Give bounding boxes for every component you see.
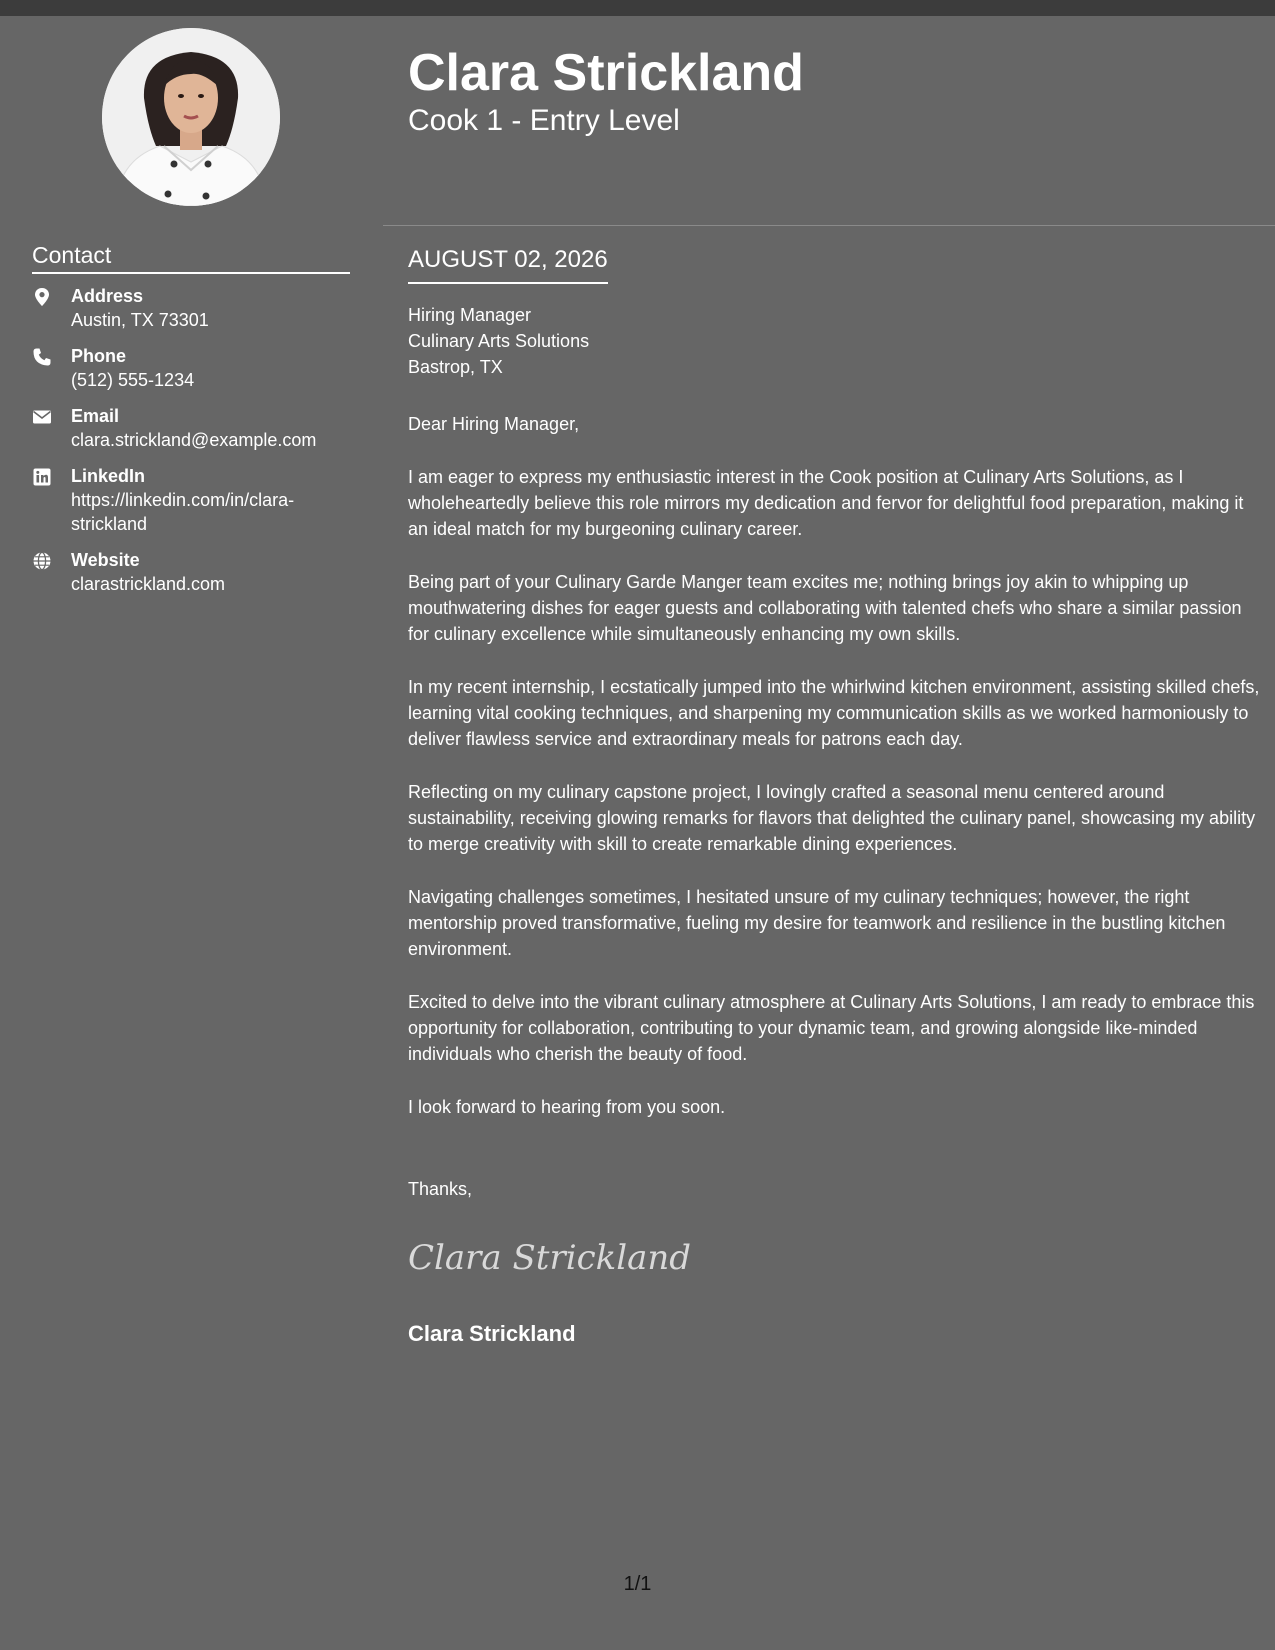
recipient-block [408,302,589,380]
phone-value: (512) 555-1234 [71,370,195,390]
profile-photo [102,28,280,206]
body-paragraph: In my recent internship, I ecstatically jumped into the whirlwind kitchen environment, assisting skilled chefs, learning vital cooking techniques, and sharpening my communication skills as we worked harmoniously to deliver flawless service and extraordinary meals for patrons each day. [408,677,1260,749]
contact-website [32,548,352,596]
body-paragraph: Navigating challenges sometimes, I hesitated unsure of my culinary techniques; however, the right mentorship proved transformative, fueling my desire for teamwork and resilience in the bustling kitchen environment. [408,887,1226,959]
contact-address [32,284,352,332]
page-number: 1/1 [623,1573,652,1595]
letter-body [408,411,1260,1147]
email-value[interactable]: clara.strickland@example.com [71,430,317,450]
website-value[interactable]: clarastrickland.com [71,574,226,594]
closing: Thanks, [408,1179,473,1199]
recipient-name: Hiring Manager [408,305,532,325]
envelope-icon [32,407,52,427]
recipient-location: Bastrop, TX [408,357,503,377]
map-pin-icon [32,287,52,307]
email-label: Email [71,406,120,426]
job-title: Cook 1 - Entry Level [408,104,680,137]
header-divider [383,225,1275,226]
contact-heading: Contact [32,240,350,274]
address-value: Austin, TX 73301 [71,310,209,330]
contact-phone [32,344,352,392]
signer-name: Clara Strickland [408,1321,576,1346]
phone-icon [32,347,52,367]
applicant-name: Clara Strickland [408,44,804,102]
letter-date: AUGUST 02, 2026 [408,244,608,284]
recipient-company: Culinary Arts Solutions [408,331,590,351]
top-bar [0,0,1275,16]
body-paragraph: I am eager to express my enthusiastic interest in the Cook position at Culinary Arts Solutions, as I wholeheartedly believe this role mirrors my dedication and fervor for delightful food preparation, making it an ideal match for my burgeoning culinary career. [408,467,1244,539]
linkedin-value[interactable]: https://linkedin.com/in/clara-strickland [71,490,295,534]
signature: Clara Strickland [408,1238,692,1278]
contact-linkedin [32,464,352,536]
phone-label: Phone [71,346,127,366]
linkedin-icon [32,467,52,487]
body-paragraph: Excited to delve into the vibrant culinary atmosphere at Culinary Arts Solutions, I am ready to embrace this opportunity for collaboration, contributing to your dynamic team, and growing alongside like-minded individuals who cherish the beauty of food. [408,992,1255,1064]
body-paragraph: I look forward to hearing from you soon. [408,1097,726,1117]
linkedin-label: LinkedIn [71,466,146,486]
globe-icon [32,551,52,571]
body-paragraph: Reflecting on my culinary capstone project, I lovingly crafted a seasonal menu centered around sustainability, receiving glowing remarks for flavors that delighted the culinary panel, showcasing my ability to merge creativity with skill to create remarkable dining experiences. [408,782,1256,854]
contact-list [32,284,352,608]
contact-email [32,404,352,452]
address-label: Address [71,286,144,306]
salutation: Dear Hiring Manager, [408,414,580,434]
website-label: Website [71,550,140,570]
body-paragraph: Being part of your Culinary Garde Manger team excites me; nothing brings joy akin to whipping up mouthwatering dishes for eager guests and collaborating with talented chefs who share a similar passion for culinary excellence while simultaneously enhancing my own skills. [408,572,1242,644]
